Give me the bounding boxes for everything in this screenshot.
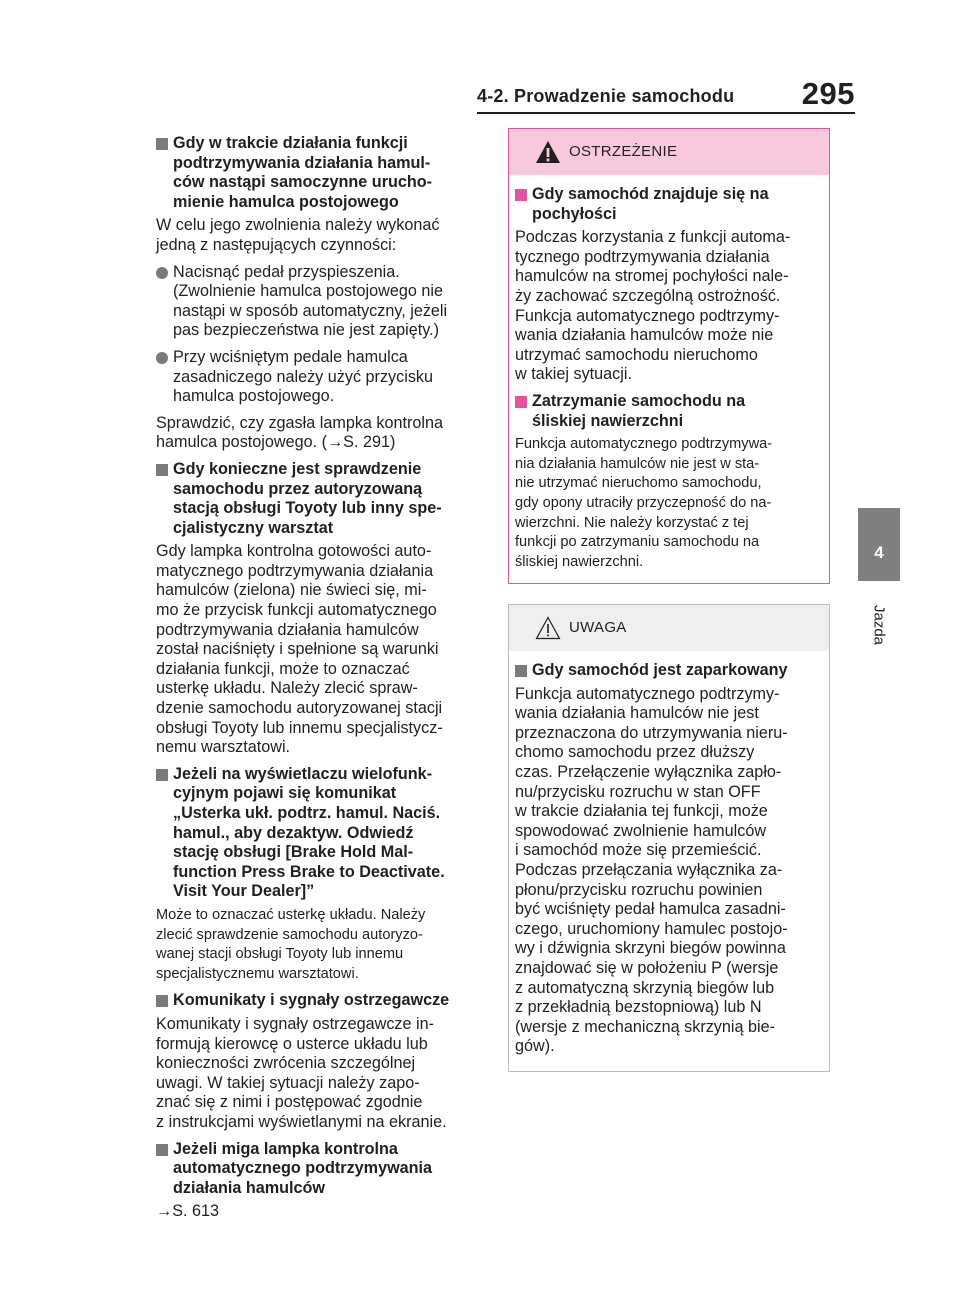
square-bullet-icon	[156, 138, 168, 150]
text-line: wierzchni. Nie należy korzystać z tej	[515, 514, 749, 531]
text-line: hamulca postojowego. (→S. 291)	[156, 433, 396, 452]
text-line: zlecić sprawdzenie samochodu autoryzo-	[156, 926, 423, 943]
text-line: być wciśnięty pedał hamulca zasadni-	[515, 900, 786, 919]
text-line: cjalistyczny warsztat	[173, 518, 334, 537]
text-line: wania działania hamulców nie jest	[515, 704, 759, 723]
warning-box-body	[509, 175, 829, 572]
text-line: w takiej sytuacji.	[515, 365, 632, 384]
text-line: pochyłości	[532, 204, 617, 223]
paragraph	[515, 228, 823, 385]
warning-box-header	[509, 129, 829, 175]
subheading	[156, 460, 486, 538]
text-line: function Press Brake to Deactivate.	[173, 862, 445, 881]
header-rule	[477, 112, 855, 114]
text-line: Gdy samochód jest zaparkowany	[532, 661, 788, 679]
text-line: z instrukcjami wyświetlanymi na ekranie.	[156, 1112, 447, 1131]
text-line: formują kierowcę o usterce układu lub	[156, 1034, 428, 1053]
text-line: Gdy konieczne jest sprawdzenie	[173, 459, 422, 478]
caution-box-body	[509, 651, 829, 1057]
text-line: Komunikaty i sygnały ostrzegawcze in-	[156, 1014, 435, 1033]
text-line: nu/przycisku rozruchu w stan OFF	[515, 782, 761, 801]
text-line: śliskiej nawierzchni.	[515, 553, 644, 570]
text-line: z przekładnią bezstopniową) lub N	[515, 998, 762, 1017]
circle-bullet-icon	[156, 267, 168, 279]
caution-box	[508, 604, 830, 1072]
text-line: znać się z nimi i postępować zgodnie	[156, 1093, 423, 1112]
text-line: Podczas korzystania z funkcji automa-	[515, 228, 791, 247]
text-line: usterkę układu. Należy zlecić spraw-	[156, 679, 418, 698]
page-number: 295	[801, 76, 855, 111]
text-line: Zatrzymanie samochodu na	[532, 391, 746, 410]
text-line: śliskiej nawierzchni	[532, 411, 684, 430]
text-line: i samochód może się przemieścić.	[515, 841, 762, 860]
text-line: Gdy lampka kontrolna gotowości auto-	[156, 542, 432, 561]
text-line: Visit Your Dealer]”	[173, 882, 315, 901]
paragraph	[156, 216, 486, 255]
text-line: spowodować zwolnienie hamulców	[515, 821, 767, 840]
chapter-tab	[858, 508, 900, 581]
paragraph	[156, 1015, 486, 1133]
text-line: czego, uruchomiony hamulec postojo-	[515, 919, 788, 938]
text-line: Komunikaty i sygnały ostrzegawcze	[173, 991, 450, 1010]
square-bullet-icon	[515, 665, 527, 677]
square-bullet-icon	[156, 1144, 168, 1156]
text-line: nemu warsztatowi.	[156, 738, 291, 757]
caution-box-title: UWAGA	[569, 619, 627, 636]
text-line: działania funkcji, może to oznaczać	[156, 659, 410, 678]
text-line: Przy wciśniętym pedale hamulca	[173, 347, 408, 366]
subheading	[156, 765, 486, 902]
text-line: Jeżeli na wyświetlaczu wielofunk-	[173, 764, 433, 783]
text-line: Gdy samochód znajduje się na	[532, 185, 769, 203]
text-line: z automatyczną skrzynią biegów lub	[515, 978, 775, 997]
text-line: gdy opony utraciły przyczepność do na-	[515, 494, 772, 511]
circle-bullet-icon	[156, 352, 168, 364]
text-line: gów).	[515, 1037, 555, 1056]
text-line: wania działania hamulców może nie	[515, 326, 774, 345]
text-line: stację obsługi [Brake Hold Mal-	[173, 843, 414, 862]
text-line: tycznego podtrzymywania działania	[515, 247, 770, 266]
text-line: cyjnym pojawi się komunikat	[173, 784, 397, 803]
warning-triangle-icon	[535, 140, 561, 164]
text-line: samochodu przez autoryzowaną	[173, 479, 423, 498]
text-line: Podczas przełączania wyłącznika za-	[515, 860, 783, 879]
text-line: Funkcja automatycznego podtrzymy-	[515, 306, 780, 325]
text-line: Nacisnąć pedał przyspieszenia.	[173, 262, 400, 281]
text-line: nia działania hamulców nie jest w sta-	[515, 455, 760, 472]
text-line: Może to oznaczać usterkę układu. Należy	[156, 906, 426, 923]
text-line: hamulców na stromej pochyłości nale-	[515, 267, 789, 286]
warning-box-title: OSTRZEŻENIE	[569, 143, 678, 160]
text-line: W celu jego zwolnienia należy wykonać	[156, 216, 440, 235]
text-line: Gdy w trakcie działania funkcji	[173, 134, 408, 152]
text-line: zasadniczego należy użyć przycisku	[173, 367, 434, 386]
text-line: podtrzymywania działania hamul-	[173, 153, 431, 172]
chapter-number: 4	[874, 543, 884, 562]
square-bullet-icon	[515, 189, 527, 201]
text-line: mienie hamulca postojowego	[173, 192, 399, 211]
subheading	[515, 185, 823, 224]
text-line: obsługi Toyoty lub innemu specjalistycz-	[156, 718, 443, 737]
text-line: uwagi. W takiej sytuacji należy zapo-	[156, 1073, 420, 1092]
square-bullet-icon	[156, 769, 168, 781]
list-item	[156, 348, 486, 407]
text-line: Sprawdzić, czy zgasła lampka kontrolna	[156, 413, 444, 432]
text-line: funkcji po zatrzymaniu samochodu na	[515, 534, 760, 551]
chapter-label	[866, 590, 892, 660]
paragraph	[156, 542, 486, 758]
subheading	[156, 134, 486, 212]
text-line: hamul., aby dezaktyw. Odwiedź	[173, 823, 414, 842]
text-line: Funkcja automatycznego podtrzymywa-	[515, 436, 773, 453]
text-line: działania hamulców	[173, 1178, 326, 1197]
text-line: znajdować się w położeniu P (wersje	[515, 958, 779, 977]
caution-triangle-icon	[535, 616, 561, 640]
text-line: utrzymać samochodu nieruchomo	[515, 345, 758, 364]
text-line: wy i dźwignia skrzyni biegów powinna	[515, 939, 786, 958]
text-line: mo że przycisk funkcji automatycznego	[156, 601, 437, 620]
caution-box-header	[509, 605, 829, 651]
square-bullet-icon	[156, 995, 168, 1007]
text-line: matycznego podtrzymywania działania	[156, 561, 434, 580]
section-title: 4-2. Prowadzenie samochodu	[477, 86, 735, 106]
text-line: wanej stacji obsługi Toyoty lub innemu	[156, 946, 404, 963]
chapter-label-text: Jazda	[870, 604, 888, 646]
square-bullet-icon	[515, 396, 527, 408]
paragraph	[156, 414, 486, 453]
text-line: płonu/przycisku rozruchu powinien	[515, 880, 763, 899]
square-bullet-icon	[156, 464, 168, 476]
text-line: konieczności zwrócenia szczególnej	[156, 1054, 416, 1073]
text-line: został naciśnięty i spełnione są warunki	[156, 640, 439, 659]
text-line: przeznaczona do utrzymywania nieru-	[515, 723, 788, 742]
text-line: w trakcie działania tej funkcji, może	[515, 802, 768, 821]
text-line: automatycznego podtrzymywania	[173, 1159, 433, 1178]
page-header	[477, 76, 855, 116]
text-line: podtrzymywania działania hamulców	[156, 620, 419, 639]
text-line: hamulca postojowego.	[173, 387, 335, 406]
text-line: Jeżeli miga lampka kontrolna	[173, 1139, 398, 1158]
page-reference	[156, 1202, 486, 1222]
text-line: (Zwolnienie hamulca postojowego nie	[173, 282, 443, 301]
warning-box	[508, 128, 830, 584]
paragraph	[515, 435, 823, 572]
subheading	[515, 392, 823, 431]
text-line: ców nastąpi samoczynne urucho-	[173, 173, 433, 192]
text-line: (wersje z mechaniczną skrzynią bie-	[515, 1017, 775, 1036]
text-line: chomo samochodu przez dłuższy	[515, 743, 755, 762]
subheading	[156, 991, 486, 1011]
left-column	[156, 127, 486, 1229]
subheading	[515, 661, 823, 681]
text-line: „Usterka ukł. podtrz. hamul. Naciś.	[173, 804, 441, 822]
paragraph	[515, 685, 823, 1057]
list-item	[156, 263, 486, 341]
text-line: nastąpi w sposób automatyczny, jeżeli	[173, 301, 448, 320]
text-line: nie utrzymać nieruchomo samochodu,	[515, 475, 762, 492]
text-line: specjalistycznemu warsztatowi.	[156, 965, 359, 982]
text-line: Funkcja automatycznego podtrzymy-	[515, 684, 780, 703]
subheading	[156, 1140, 486, 1199]
text-line: stacją obsługi Toyoty lub inny spe-	[173, 499, 442, 518]
text-line: ży zachować szczególną ostrożność.	[515, 286, 781, 305]
text-line: →S. 613	[156, 1202, 219, 1221]
text-line: czas. Przełączenie wyłącznika zapło-	[515, 762, 782, 781]
paragraph	[156, 906, 486, 984]
text-line: dzenie samochodu autoryzowanej stacji	[156, 699, 443, 718]
text-line: jedną z następujących czynności:	[156, 235, 397, 254]
text-line: hamulców (zielona) nie świeci się, mi-	[156, 581, 427, 600]
text-line: pas bezpieczeństwa nie jest zapięty.)	[173, 321, 440, 340]
